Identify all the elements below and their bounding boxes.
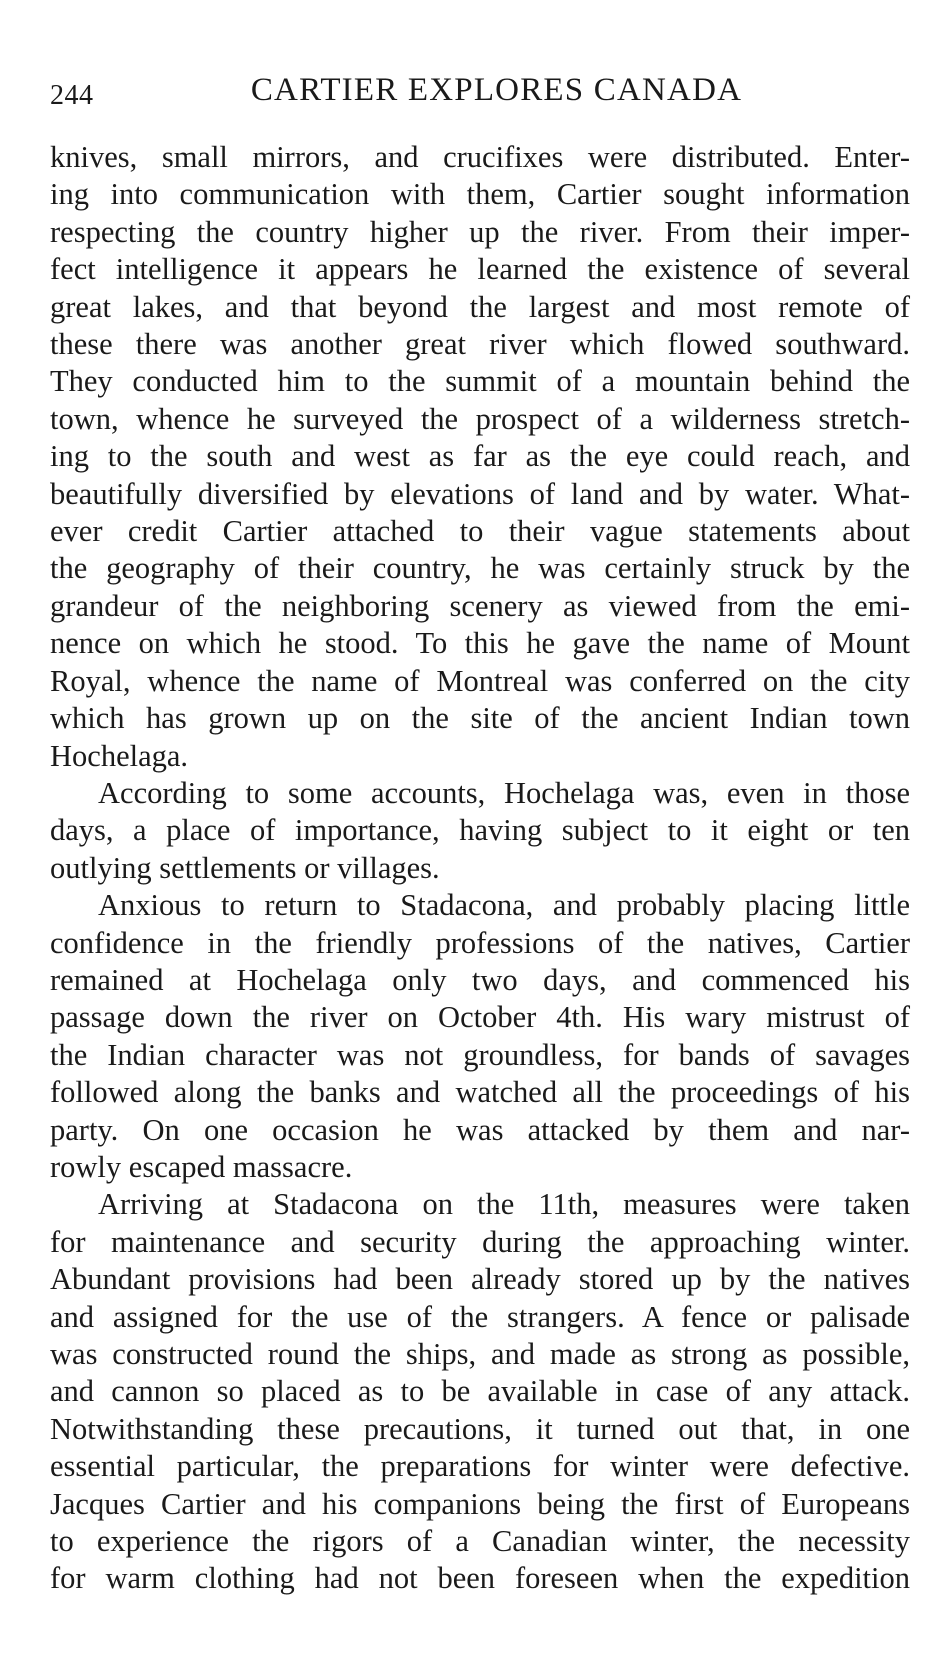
text-line: for maintenance and security during the approaching winter. (50, 1224, 910, 1259)
text-line: Hochelaga. (50, 738, 189, 773)
text-line: great lakes, and that beyond the largest and most remote of (50, 289, 910, 324)
text-line: and assigned for the use of the strangers. A fence or palisade (50, 1299, 910, 1334)
text-line: the geography of their country, he was certainly struck by the (50, 551, 910, 586)
running-title: CARTIER EXPLORES CANADA (250, 72, 743, 108)
text-line: Arriving at Stadacona on the 11th, measures were taken (98, 1187, 910, 1222)
text-line: ing into communication with them, Cartier sought information (50, 177, 910, 212)
text-line: beautifully diversified by elevations of land and by water. What- (50, 476, 910, 511)
text-line: these there was another great river which flowed southward. (50, 327, 910, 362)
text-line: party. On one occasion he was attacked by them and nar- (50, 1112, 910, 1147)
text-line: fect intelligence it appears he learned the existence of several (50, 252, 910, 287)
text-line: essential particular, the preparations for winter were defective. (50, 1449, 910, 1484)
text-line: confidence in the friendly professions of the natives, Cartier (50, 925, 910, 960)
text-line: days, a place of importance, having subject to it eight or ten (50, 813, 910, 848)
text-line: Anxious to return to Stadacona, and probably placing little (98, 888, 910, 923)
text-line: for warm clothing had not been foreseen when the expedition (50, 1561, 910, 1596)
paragraph-2 (50, 775, 910, 887)
text-line: outlying settlements or villages. (50, 850, 440, 885)
paragraph-4 (50, 1186, 910, 1597)
running-head (50, 72, 905, 116)
paragraph-3 (50, 887, 910, 1186)
text-line: rowly escaped massacre. (50, 1149, 353, 1184)
text-line: Jacques Cartier and his companions being the first of Europeans (50, 1486, 910, 1521)
text-line: Abundant provisions had been already stored up by the natives (50, 1262, 910, 1297)
text-line: passage down the river on October 4th. His wary mistrust of (50, 1000, 910, 1035)
text-line: was constructed round the ships, and made as strong as possible, (50, 1337, 910, 1371)
text-line: ing to the south and west as far as the eye could reach, and (50, 439, 910, 474)
text-line: and cannon so placed as to be available in case of any attack. (50, 1374, 910, 1409)
text-line: to experience the rigors of a Canadian winter, the necessity (50, 1524, 910, 1559)
text-line: the Indian character was not groundless, for bands of savages (50, 1037, 910, 1072)
text-line: They conducted him to the summit of a mountain behind the (50, 364, 910, 399)
body-text (50, 139, 910, 1598)
text-line: followed along the banks and watched all the proceedings of his (50, 1075, 910, 1110)
text-line: knives, small mirrors, and crucifixes were distributed. Enter- (50, 140, 910, 174)
text-line: which has grown up on the site of the ancient Indian town (50, 701, 910, 736)
page-number: 244 (50, 80, 94, 111)
text-line: town, whence he surveyed the prospect of a wilderness stretch- (50, 401, 910, 436)
text-line: respecting the country higher up the river. From their imper- (50, 214, 910, 249)
paragraph-1 (50, 139, 910, 775)
text-line: grandeur of the neighboring scenery as viewed from the emi- (50, 588, 910, 623)
text-line: Notwithstanding these precautions, it turned out that, in one (50, 1411, 910, 1446)
text-line: Royal, whence the name of Montreal was conferred on the city (50, 663, 910, 698)
text-line: remained at Hochelaga only two days, and commenced his (50, 962, 910, 997)
text-line: According to some accounts, Hochelaga was, even in those (98, 775, 910, 810)
text-line: nence on which he stood. To this he gave the name of Mount (50, 626, 910, 661)
text-line: ever credit Cartier attached to their vague statements about (50, 514, 910, 549)
